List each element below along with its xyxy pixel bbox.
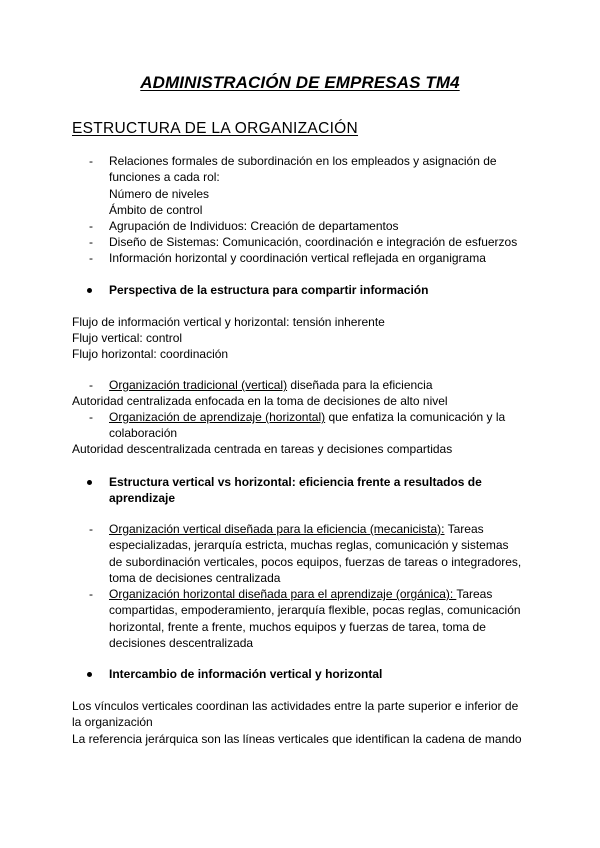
paragraph-line: Los vínculos verticales coordinan las actividades entre la parte superior e inferior de <box>72 699 519 713</box>
dash-marker: - <box>89 410 93 424</box>
bullet-heading-intercambio: Intercambio de información vertical y horizontal <box>109 667 383 681</box>
item-text: diseñada para la eficiencia <box>287 378 433 392</box>
list-item-org-tradicional <box>109 377 529 393</box>
dash-marker: - <box>89 378 93 392</box>
list-item-line: Ámbito de control <box>109 202 203 217</box>
bullet-heading-perspectiva: Perspectiva de la estructura para compartir información <box>109 283 429 297</box>
list-item-line <box>109 521 529 537</box>
list-item-org-aprendizaje <box>109 409 529 442</box>
list-item-relaciones <box>109 153 529 218</box>
item-text: Tareas <box>456 587 493 601</box>
paragraph <box>72 698 532 731</box>
underlined-term: Organización de aprendizaje (horizontal) <box>109 410 326 424</box>
list-item-line: horizontal, frente a frente, muchos equipos y fuerzas de tarea, toma de <box>109 619 486 634</box>
list-item-org-vertical <box>109 521 529 586</box>
paragraph-line: la organización <box>72 715 153 730</box>
list-item-line: compartidas, empoderamiento, jerarquía flexible, pocas reglas, comunicación <box>109 603 521 618</box>
heading-line: Estructura vertical vs horizontal: eficiencia frente a resultados de <box>109 475 482 489</box>
list-item-line: colaboración <box>109 426 178 441</box>
bullet-heading-estructura <box>109 474 519 507</box>
text-line: Autoridad descentralizada centrada en tareas y decisiones compartidas <box>72 442 453 456</box>
list-item-line: especializadas, jerarquía estricta, muchas reglas, comunicación y sistemas <box>109 538 509 553</box>
text-line: Flujo de información vertical y horizontal: tensión inherente <box>72 315 385 329</box>
list-item-line: Número de niveles <box>109 186 210 201</box>
text-line: Flujo vertical: control <box>72 331 183 345</box>
list-item-agrupacion: Agrupación de Individuos: Creación de departamentos <box>109 219 399 233</box>
underlined-term: Organización horizontal diseñada para el aprendizaje (orgánica): <box>109 587 457 601</box>
dash-marker: - <box>89 251 93 265</box>
bullet-icon <box>87 672 92 677</box>
dash-marker: - <box>89 154 93 168</box>
document-title: ADMINISTRACIÓN DE EMPRESAS TM4 <box>140 73 460 92</box>
list-item-org-horizontal <box>109 586 529 651</box>
list-item-diseno: Diseño de Sistemas: Comunicación, coordinación e integración de esfuerzos <box>109 235 518 249</box>
dash-marker: - <box>89 219 93 233</box>
list-item-line: toma de decisiones centralizada <box>109 570 281 585</box>
text-line: Flujo horizontal: coordinación <box>72 347 229 361</box>
list-item-informacion: Información horizontal y coordinación vertical reflejada en organigrama <box>109 251 486 265</box>
text-line: Autoridad centralizada enfocada en la toma de decisiones de alto nivel <box>72 394 448 408</box>
list-item-line: Relaciones formales de subordinación en los empleados y asignación de <box>109 154 497 168</box>
list-item-line: de subordinación verticales, pocos equipos, fuerzas de tareas o integradores, <box>109 554 522 569</box>
list-item-line <box>109 586 529 602</box>
item-text: Tareas <box>444 522 484 536</box>
list-item-line: funciones a cada rol: <box>109 170 220 185</box>
list-item-line <box>109 409 529 425</box>
dash-marker: - <box>89 587 93 601</box>
underlined-term: Organización vertical diseñada para la eficiencia (mecanicista): <box>109 522 445 536</box>
bullet-icon <box>87 288 92 293</box>
item-text: que enfatiza la comunicación y la <box>325 410 506 424</box>
dash-marker: - <box>89 522 93 536</box>
heading-line: aprendizaje <box>109 491 176 506</box>
bullet-icon <box>87 480 92 485</box>
list-item-line: decisiones descentralizada <box>109 635 254 650</box>
section-heading: ESTRUCTURA DE LA ORGANIZACIÓN <box>72 120 359 137</box>
dash-marker: - <box>89 235 93 249</box>
underlined-term: Organización tradicional (vertical) <box>109 378 288 392</box>
paragraph: La referencia jerárquica son las líneas verticales que identifican la cadena de mando <box>72 732 522 746</box>
